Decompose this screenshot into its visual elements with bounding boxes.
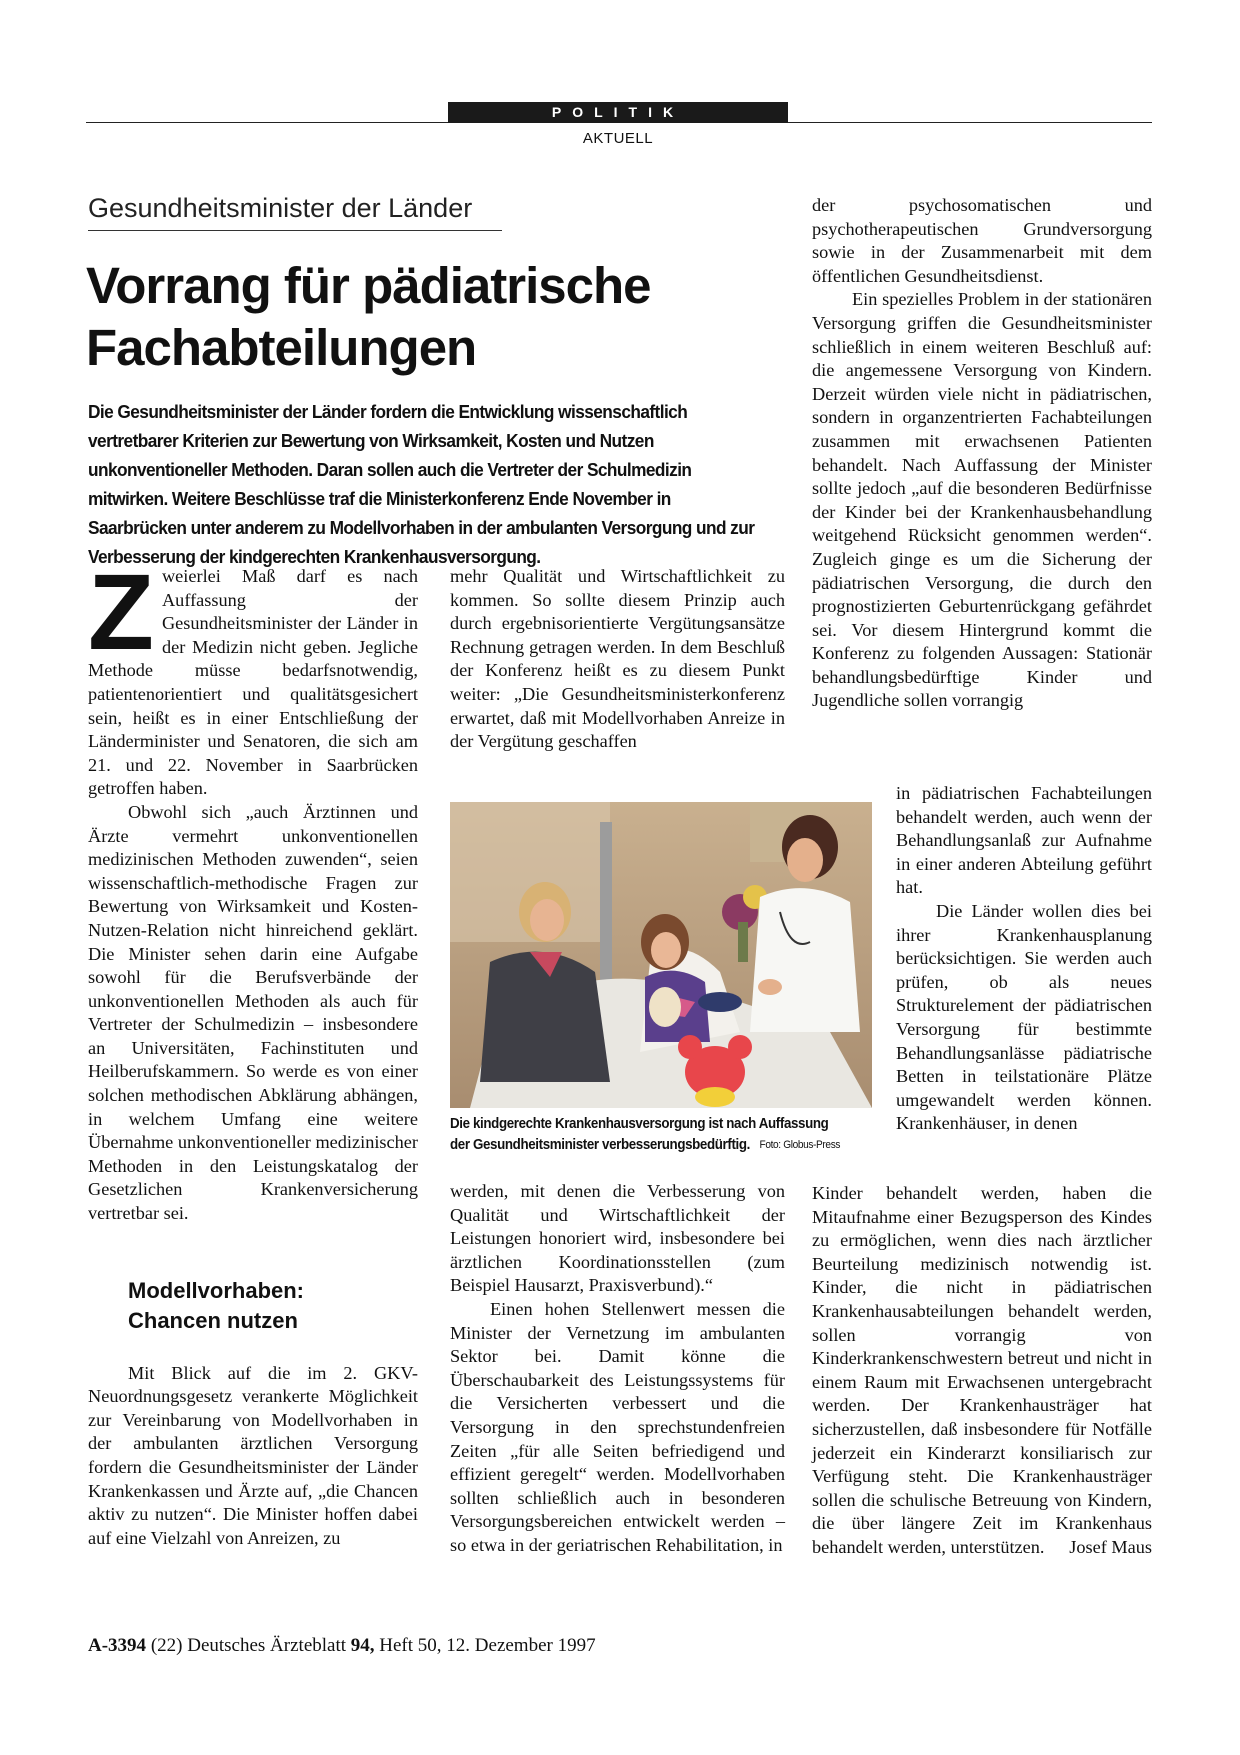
section-label: POLITIK [448, 102, 788, 123]
footer-source: (22) Deutsches Ärzteblatt [150, 1635, 351, 1656]
headline-line-2: Fachabteilungen [86, 319, 477, 376]
paragraph: der psychosomatischen und psychotherapeutischen Grundversorgung sowie in der Zusammenarbeit mit dem öffentlichen Gesundheitsdienst. [812, 195, 1152, 286]
photo-credit: Foto: Globus-Press [759, 1139, 841, 1151]
caption-text: Die kindgerechte Krankenhausversorgung ist nach Auffassung der Gesundheitsminister verbesserungsbedürftig. [450, 1116, 829, 1153]
author-name: Josef Maus [1069, 1536, 1152, 1557]
paragraph: Einen hohen Stellenwert messen die Minister der Vernetzung im ambulanten Sektor bei. Damit könne die Überschaubarkeit des Leistungssystems für die Versicherten verbessert und die Versorgung in den sprechstundenfreien Zeiten „für alle Seiten befriedigend und effizient geregelt“ werden. Modellvorhaben sollten schließlich auch in besonderen Versorgungsbereichen entwickelt werden – so etwa in der geriatrischen Rehabilitation, in [450, 1298, 785, 1555]
paragraph-intro [88, 551, 418, 801]
subheading [128, 1276, 418, 1336]
paragraph: Die Länder wollen dies bei ihrer Krankenhausplanung berücksichtigen. Sie werden auch prüfen, ob als neues Strukturelement der pädiatrischen Versorgung für bestimmte Behandlungsanlässe pädiatrische Betten in teilstationäre Plätze umgewandelt werden können. Krankenhäuser, in denen [896, 900, 1152, 1134]
column-1 [88, 551, 418, 1550]
page-footer [88, 1635, 596, 1657]
paragraph: Mit Blick auf die im 2. GKV-Neuordnungsgesetz verankerte Möglichkeit zur Vereinbarung von Modellvorhaben in der ambulanten ärztlichen Versorgung fordern die Gesundheitsminister der Länder Krankenkassen und Ärzte auf, „die Chancen aktiv zu nutzen“. Die Minister hoffen dabei auf eine Vielzahl von Anreizen, zu [88, 1362, 418, 1548]
footer-volume: 94, [350, 1635, 375, 1656]
paragraph-intro-text: weierlei Maß darf es nach Auffassung der Gesundheitsminister der Länder in der Medizin nicht geben. Jegliche Methode müsse bedarfsnotwendig, patientenorientiert und qualitätsgesichert sein, heißt es in einer Entschließung der Länderminister und Senatoren, die sich am 21. und 22. November in Saarbrücken getroffen haben. [88, 566, 418, 799]
drop-cap: Z [88, 551, 154, 672]
column-2-bottom [450, 1180, 785, 1558]
column-3-narrow [896, 782, 1152, 1136]
column-2-top [450, 565, 785, 754]
article-kicker: Gesundheitsminister der Länder [88, 193, 502, 231]
paragraph: werden, mit denen die Verbesserung von Qualität und Wirtschaftlichkeit der Leistungen honoriert wird, insbesondere bei ärztlichen Koordinationsstellen (zum Beispiel Hausarzt, Praxisverbund).“ [450, 1181, 785, 1296]
hospital-photo [450, 802, 872, 1108]
paragraph: Obwohl sich „auch Ärztinnen und Ärzte vermehrt unkonventionellen medizinischen Methoden zuwenden“, seien wissenschaftlich-methodische Fragen zur Bewertung von Wirksamkeit und Kosten-Nutzen-Relation nicht hinreichend geklärt. Die Minister sehen darin eine Aufgabe sowohl für die Berufsverbände der unkonventionellen Methoden als auch für Vertreter der Schulmedizin – insbesondere an Universitäten, Fachinstituten und Heilberufskammern. So werde es von einer solchen methodischen Abklärung abhängen, in welchem Umfang eine weitere Übernahme unkonventioneller medizinischer Methoden in den Leistungskatalog der Gesetzlichen Krankenversicherung vertretbar sei. [88, 801, 418, 1224]
paragraph [812, 1182, 1152, 1560]
paragraph-text: Kinder behandelt werden, haben die Mitaufnahme einer Bezugsperson des Kindes zu ermöglichen, wenn dies nach ärztlicher Beurteilung medizinisch notwendig ist. Kinder, die nicht in pädiatrischen Krankenhausabteilungen behandelt werden, sollen vorrangig von Kinderkrankenschwestern betreut und nicht in einem Raum mit Erwachsenen untergebracht werden. Der Krankenhausträger hat sicherzustellen, daß insbesondere für Notfälle jederzeit ein Kinderarzt konsiliarisch zur Verfügung steht. Die Krankenhausträger sollen die schulische Betreuung von Kindern, die über längere Zeit im Krankenhaus behandelt werden, unterstützen. [812, 1183, 1152, 1557]
photo-illustration [450, 802, 872, 1108]
paragraph: mehr Qualität und Wirtschaftlichkeit zu kommen. So sollte diesem Prinzip auch durch ergebnisorientierte Vergütungsansätze Rechnung getragen werden. In dem Beschluß der Konferenz heißt es zu diesem Punkt weiter: „Die Gesundheitsministerkonferenz erwartet, daß mit Modellvorhaben Anreize in der Vergütung geschaffen [450, 566, 785, 752]
paragraph: Ein spezielles Problem in der stationären Versorgung griffen die Gesundheitsminister schließlich in einem weiteren Beschluß auf: die angemessene Versorgung von Kindern. Derzeit würden viele nicht in pädiatrischen, sondern in organzentrierten Fachabteilungen zusammen mit erwachsenen Patienten behandelt. Nach Auffassung der Minister sollte jedoch „auf die besonderen Bedürfnisse der Kinder bei der Krankenhausbehandlung weitgehend Rücksicht genommen werden“. Zugleich ginge es um die Sicherung der pädiatrischen Versorgung, die durch den prognostizierten Geburtenrückgang gefährdet sei. Vor diesem Hintergrund kommt die Konferenz zu folgenden Aussagen: Stationär behandlungsbedürftige Kinder und Jugendliche sollen vorrangig [812, 289, 1152, 711]
subheading-line-1: Modellvorhaben: [128, 1277, 305, 1303]
column-3-top [812, 194, 1152, 713]
column-3-bottom [812, 1182, 1152, 1560]
article-lead: Die Gesundheitsminister der Länder fordern die Entwicklung wissenschaftlich vertretbarer Kriterien zur Bewertung von Wirksamkeit, Kosten und Nutzen unkonventioneller Methoden. Daran sollen auch die Vertreter der Schulmedizin mitwirken. Weitere Beschlüsse traf die Ministerkonferenz Ende November in Saarbrücken unter anderem zu Modellvorhaben in der ambulanten Versorgung und zur Verbesserung der kindgerechten Krankenhausversorgung. [88, 402, 755, 567]
footer-issue: Heft 50, 12. Dezember 1997 [374, 1635, 596, 1656]
subsection-label: AKTUELL [582, 130, 654, 147]
subheading-line-2: Chancen nutzen [128, 1307, 298, 1333]
headline-line-1: Vorrang für pädiatrische [86, 257, 651, 314]
article-headline [86, 255, 786, 379]
paragraph: in pädiatrischen Fachabteilungen behandelt werden, auch wenn der Behandlungsanlaß zur Aufnahme in einer anderen Abteilung geführt hat. [896, 783, 1152, 898]
photo-caption [450, 1114, 840, 1156]
page-code: A-3394 [88, 1635, 147, 1656]
